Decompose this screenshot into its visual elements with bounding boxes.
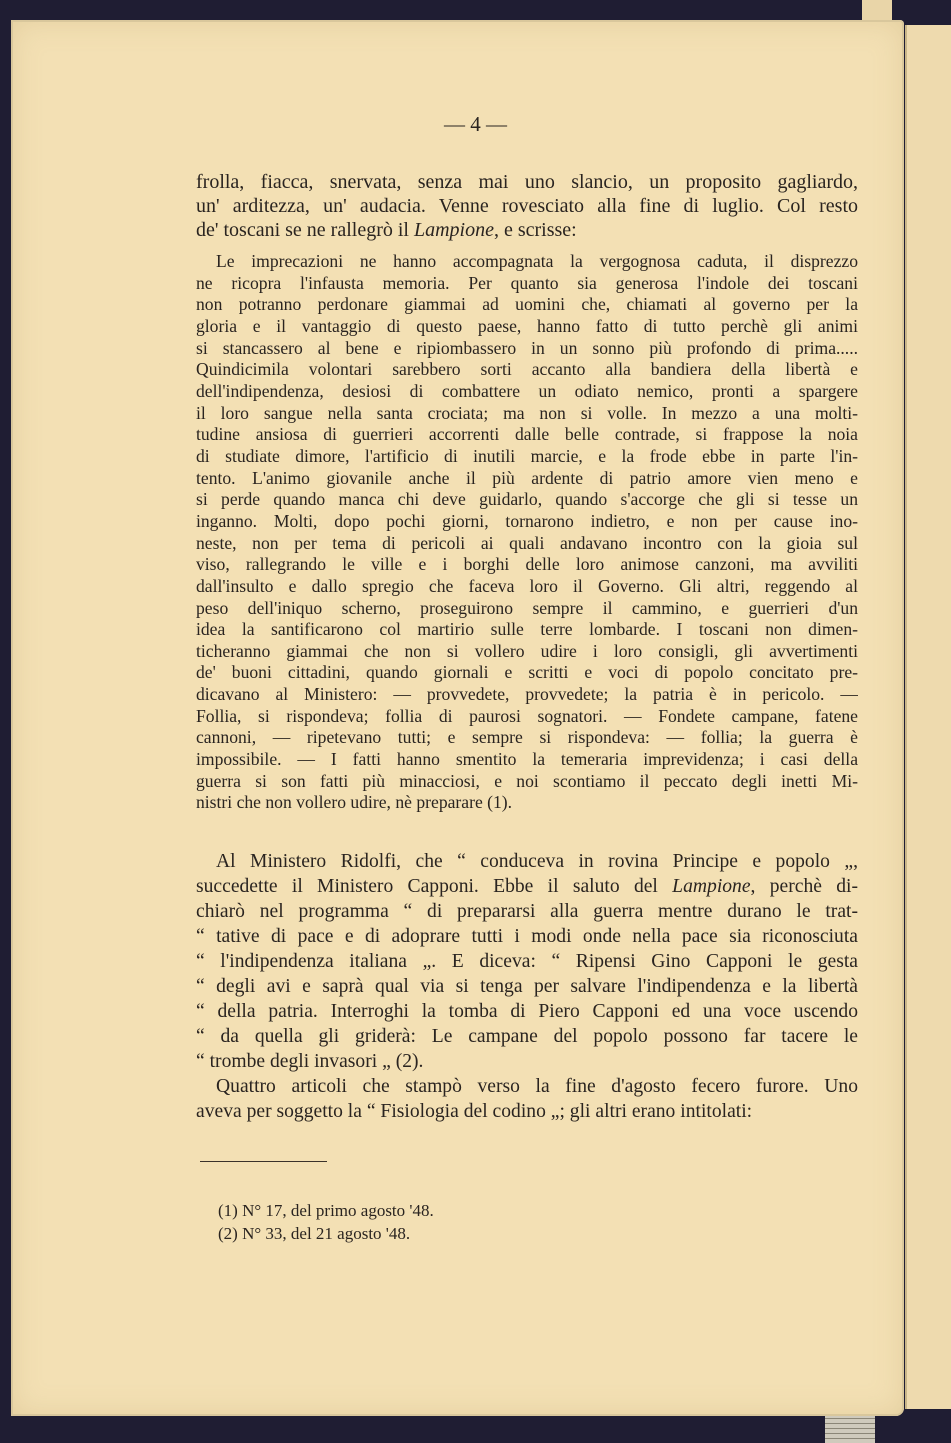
text-segment: “ trombe degli invasori „ (2). [196,1051,424,1072]
text-line [196,170,858,194]
text-line [196,359,858,381]
text-line [196,662,858,684]
text-segment: succedette il Ministero Capponi. Ebbe il saluto del [196,876,673,897]
text-segment: Follia, si rispondeva; follia di paurosi sognatori. — Fondete campane, fatene [196,705,858,726]
paragraph-ministero [196,849,858,1124]
text-line [196,641,858,663]
text-segment: ticheranno giammai che non si vollero udire i loro consigli, gli avvertimenti [196,640,858,661]
text-line [196,554,858,576]
text-line [196,251,858,273]
text-line [196,771,858,793]
text-segment: Al Ministero Ridolfi, che “ conduceva in rovina Principe e popolo „, [216,851,858,872]
text-segment: si perde quando manca chi deve guidarlo, quando s'accorge che gli si tesse un [196,489,858,510]
page-number: — 4 — [444,112,507,136]
text-segment: non potranno perdonare giammai ad uomini che, chiamati al governo per la [196,294,858,315]
text-segment: guerra si son fatti più minacciosi, e noi scontiamo il peccato degli inetti Mi- [196,770,858,791]
text-line [196,294,858,316]
text-segment: nistri che non vollero udire, nè preparare (1). [196,792,513,813]
text-line [196,1099,858,1124]
adjacent-page-edge-top [862,0,892,20]
text-segment: , perchè di- [750,876,858,897]
text-line [196,598,858,620]
text-line [196,316,858,338]
text-segment: neste, non per tema di pericoli ai quali andavano incontro con la gioia sul [196,532,858,553]
text-line [196,381,858,403]
text-line [196,684,858,706]
footnote-2: (2) N° 33, del 21 agosto '48. [218,1224,411,1243]
text-segment: Quattro articoli che stampò verso la fine d'agosto fecero furore. Uno [216,1076,858,1097]
text-segment: viso, rallegrando le ville e i borghi delle loro animose canzoni, ma avviliti [196,554,858,575]
text-segment: tudine ansiosa di guerrieri accorrenti dalle belle contrade, si frappose la noia [196,424,858,445]
text-segment: dall'insulto e dallo spregio che faceva loro il Governo. Gli altri, reggendo al [196,575,858,596]
text-line [196,974,858,999]
text-line [196,194,858,218]
italic-title: Lampione [413,219,494,241]
footnote-1: (1) N° 17, del primo agosto '48. [218,1201,434,1220]
text-line [196,999,858,1024]
text-segment: idea la santificarono col martirio sulle terre lombarde. I toscani non dimen- [196,619,858,640]
text-segment: di studiate dimore, l'artificio di inutili marcie, e la frode ebbe in parte l'in- [196,445,858,466]
block-quote [196,251,858,814]
text-segment: aveva per soggetto la “ Fisiologia del codino „; gli altri erano intitolati: [196,1101,753,1122]
text-line [196,792,858,814]
text-segment: inganno. Molti, dopo pochi giorni, tornarono indietro, e non per cause ino- [196,510,858,531]
text-line [196,849,858,874]
text-segment: cannoni, — ripetevano tutti; e sempre si rispondeva: — follia; la guerra è [196,727,858,748]
text-segment: “ da quella gli griderà: Le campane del popolo possono far tacere le [196,1026,858,1047]
text-segment: tento. L'animo giovanile anche il più ardente di patrio amore vien meno e [196,467,858,488]
text-line [196,749,858,771]
text-segment: “ degli avi e saprà qual via si tenga per salvare l'indipendenza e la libertà [196,976,858,997]
text-line [196,727,858,749]
text-line [196,338,858,360]
text-line [196,924,858,949]
text-line [196,468,858,490]
text-segment: , e scrisse: [493,219,577,241]
text-line [196,1024,858,1049]
text-segment: gloria e il vantaggio di questo paese, hanno fatto di tutto perchè gli animi [196,315,858,336]
text-line [196,899,858,924]
text-line [196,1049,858,1074]
footnote-separator [200,1161,327,1162]
text-line [196,706,858,728]
text-line [196,273,858,295]
text-line [196,218,858,242]
text-segment: “ tative di pace e di adoprare tutti i modi onde nella pace sia riconosciuta [196,926,858,947]
text-segment: de' buoni cittadini, quando giornali e scritti e voci di popolo concitato pre- [196,662,858,683]
text-segment: “ della patria. Interroghi la tomba di Piero Capponi ed una voce uscendo [196,1001,858,1022]
text-line [196,533,858,555]
text-line [196,874,858,899]
text-line [196,576,858,598]
text-line [196,424,858,446]
italic-title: Lampione [672,876,751,897]
text-segment: un' arditezza, un' audacia. Venne rovesciato alla fine di luglio. Col resto [196,195,858,217]
text-line [196,949,858,974]
text-line [196,619,858,641]
text-segment: “ l'indipendenza italiana „. E diceva: “ Ripensi Gino Capponi le gesta [196,951,858,972]
text-segment: ne ricopra l'infausta memoria. Per quanto sia generosa l'indole dei toscani [196,272,858,293]
text-segment: de' toscani se ne rallegrò il [196,219,414,241]
text-line [196,511,858,533]
text-segment: Quindicimila volontari sarebbero sorti accanto alla bandiera della libertà e [196,359,858,380]
text-line [196,489,858,511]
text-segment: si stancassero al bene e ripiombassero in un sonno più profondo di prima..... [196,337,858,358]
footnotes [218,1199,434,1245]
text-segment: impossibile. — I fatti hanno smentito la temeraria imprevidenza; i casi della [196,749,858,770]
next-page-edge [905,25,951,1409]
text-segment: il loro sangue nella santa crociata; ma non si volle. In mezzo a una molti- [196,402,858,423]
text-segment: frolla, fiacca, snervata, senza mai uno slancio, un proposito gagliardo, [196,171,858,193]
book-binding [825,1416,875,1443]
paragraph-intro [196,170,858,242]
text-segment: dicavano al Ministero: — provvedete, provvedete; la patria è in pericolo. — [196,684,858,705]
text-segment: chiarò nel programma “ di prepararsi alla guerra mentre durano le trat- [196,901,858,922]
text-segment: Le imprecazioni ne hanno accompagnata la vergognosa caduta, il disprezzo [216,251,858,271]
text-segment: dell'indipendenza, desiosi di combattere un odiato nemico, pronti a spargere [196,380,858,401]
text-segment: peso dell'iniquo scherno, proseguirono sempre il cammino, e guerrieri d'un [196,597,858,618]
text-line [196,1074,858,1099]
text-line [196,403,858,425]
text-line [196,446,858,468]
